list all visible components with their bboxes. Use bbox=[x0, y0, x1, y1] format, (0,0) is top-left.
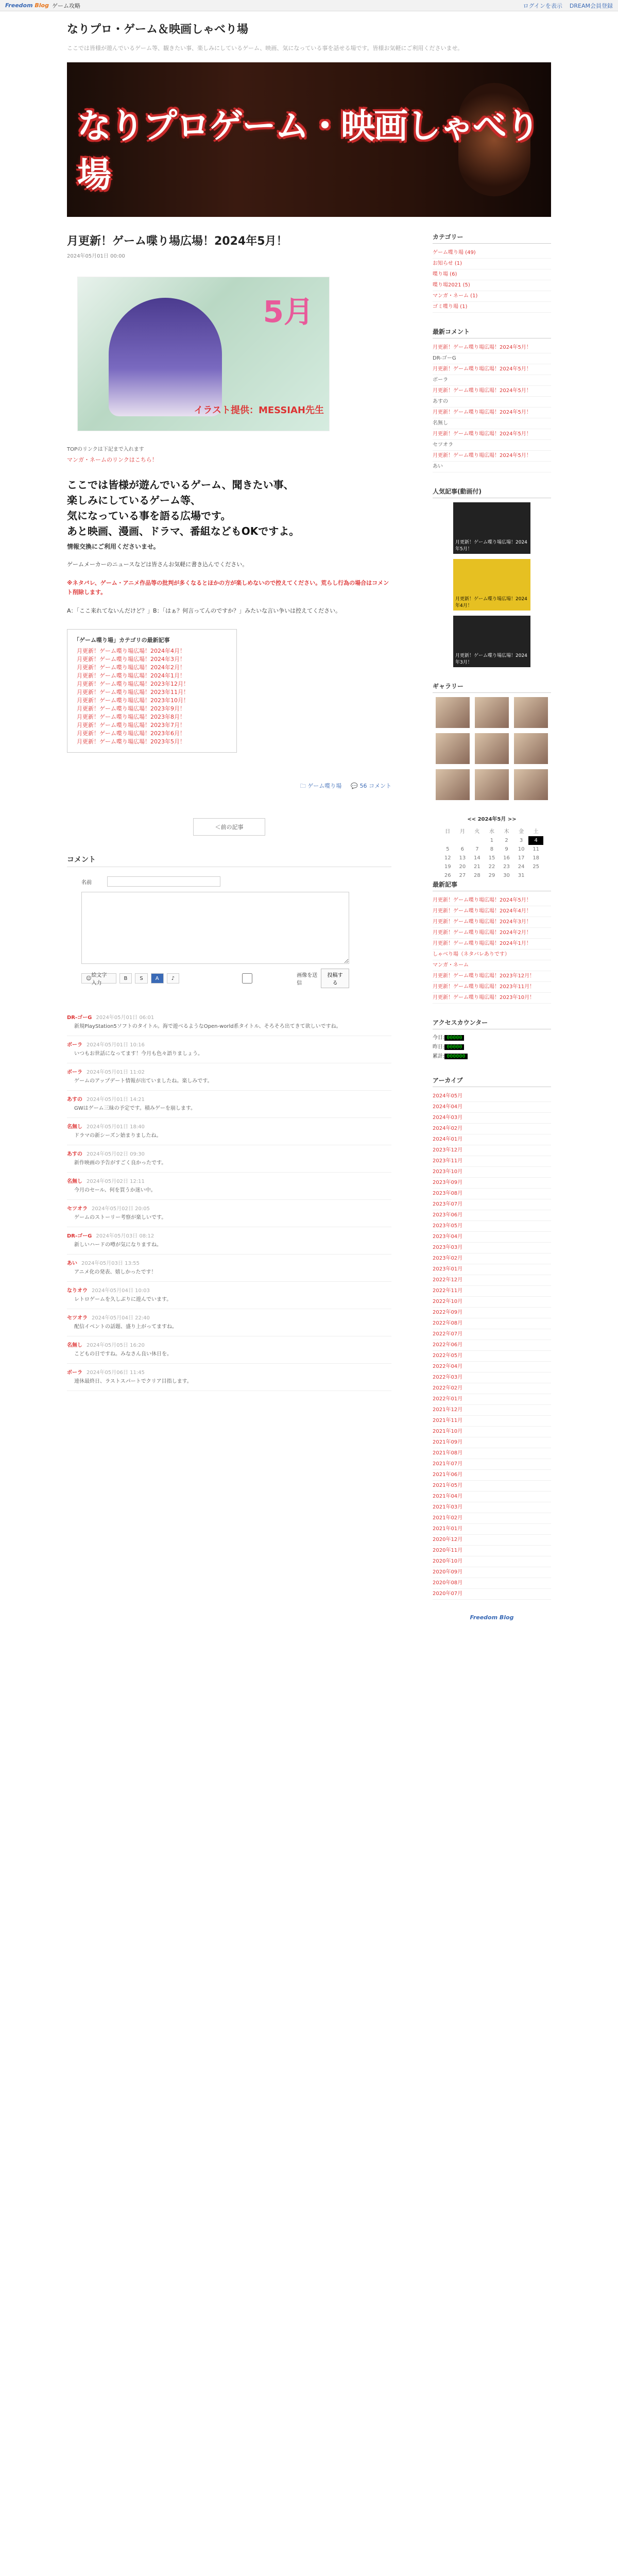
recent-comment-author[interactable]: ボーラ bbox=[433, 375, 551, 386]
comment-author[interactable]: 名無し bbox=[67, 1179, 82, 1184]
gallery-heading: ギャラリー bbox=[433, 682, 551, 693]
comment-body: ゲームのストーリー考察が楽しいです。 bbox=[74, 1215, 167, 1221]
comments-link-label: 56 コメント bbox=[359, 783, 391, 789]
comment-item bbox=[67, 1173, 391, 1200]
gallery-image[interactable] bbox=[436, 769, 470, 800]
recent-post-link[interactable]: 月更新！ゲーム喋り場広場！2024年5月！ bbox=[433, 895, 551, 906]
comment-item bbox=[67, 1200, 391, 1227]
archive-link[interactable]: 2024年02月 bbox=[433, 1124, 551, 1134]
calendar-day[interactable]: 23 bbox=[503, 864, 510, 870]
calendar-day[interactable]: 16 bbox=[503, 855, 510, 861]
comment-header bbox=[67, 1259, 391, 1266]
gallery-image[interactable] bbox=[514, 733, 548, 764]
post-date: 2024年05月01日 00:00 bbox=[67, 253, 125, 259]
manga-link[interactable]: マンガ・ネームのリンクはこちら！ bbox=[67, 456, 158, 463]
submit-comment-button[interactable]: 投稿する bbox=[321, 969, 349, 988]
comment-list bbox=[67, 1009, 391, 1391]
gallery-image[interactable] bbox=[475, 769, 509, 800]
lead-line: あと映画、漫画、ドラマ、番組などもOKですよ。 bbox=[67, 525, 300, 537]
top-bar bbox=[0, 0, 618, 11]
popular-heading: 人気記事(動画付) bbox=[433, 487, 551, 498]
access-counter-heading: アクセスカウンター bbox=[433, 1018, 551, 1029]
archive-link[interactable]: 2024年05月 bbox=[433, 1091, 551, 1102]
calendar-day[interactable]: 11 bbox=[533, 846, 540, 852]
comment-time: 2024年05月06日 11:45 bbox=[87, 1370, 145, 1376]
comment-item bbox=[67, 1309, 391, 1336]
comment-author[interactable]: セツオラ bbox=[67, 1206, 88, 1212]
header-banner[interactable] bbox=[67, 62, 551, 217]
comment-body: GWはゲーム三昧の予定です。積みゲーを崩します。 bbox=[74, 1106, 196, 1111]
counter-label: 昨日: bbox=[433, 1044, 445, 1050]
archive-link[interactable]: 2020年11月 bbox=[433, 1546, 551, 1556]
comment-body: 今月のセール、何を買うか迷い中。 bbox=[74, 1188, 156, 1193]
archive-link[interactable]: 2023年04月 bbox=[433, 1232, 551, 1243]
category-link[interactable]: ゴミ喋り場 (1) bbox=[433, 302, 551, 313]
archive-link[interactable]: 2023年12月 bbox=[433, 1145, 551, 1156]
comment-body: ドラマの新シーズン始まりましたね。 bbox=[74, 1133, 162, 1139]
archive-link[interactable]: 2022年07月 bbox=[433, 1329, 551, 1340]
category-latest-box bbox=[67, 629, 237, 753]
comment-section-title: コメント bbox=[67, 854, 391, 867]
calendar-day[interactable]: 25 bbox=[533, 864, 540, 870]
calendar-day[interactable]: 12 bbox=[444, 855, 451, 861]
recent-post-link[interactable]: 月更新！ゲーム喋り場広場！2024年4月！ bbox=[433, 906, 551, 917]
calendar-day[interactable]: 14 bbox=[474, 855, 480, 861]
recent-post-link[interactable]: 月更新！ゲーム喋り場広場！2023年10月！ bbox=[433, 993, 551, 1004]
counter-value: 00000 bbox=[444, 1044, 464, 1050]
category-latest-link[interactable]: 月更新！ゲーム喋り場広場！2024年4月！ bbox=[77, 648, 185, 654]
calendar-day[interactable]: 13 bbox=[459, 855, 466, 861]
comment-item bbox=[67, 1336, 391, 1364]
gallery-image[interactable] bbox=[475, 697, 509, 728]
category-link[interactable]: お知らせ (1) bbox=[433, 259, 551, 269]
calendar-weekday: 木 bbox=[504, 829, 509, 835]
archive-heading: アーカイブ bbox=[433, 1076, 551, 1087]
archive-link[interactable]: 2023年03月 bbox=[433, 1243, 551, 1253]
comment-item bbox=[67, 1282, 391, 1309]
comment-time: 2024年05月03日 13:55 bbox=[81, 1261, 140, 1266]
archive-link[interactable]: 2020年09月 bbox=[433, 1567, 551, 1578]
comment-author[interactable]: 名無し bbox=[67, 1343, 82, 1348]
comment-textarea[interactable] bbox=[81, 892, 349, 964]
comment-body: いつもお世話になってます！今月も色々語りましょう。 bbox=[74, 1051, 203, 1057]
site-title[interactable]: なりプロ・ゲーム＆映画しゃべり場 bbox=[67, 23, 249, 36]
gallery-image[interactable] bbox=[514, 769, 548, 800]
comment-author[interactable]: DR-ゴーG bbox=[67, 1233, 92, 1239]
post-lead-sub: 情報交換にご利用くださいませ。 bbox=[67, 543, 160, 550]
calendar-day[interactable]: 31 bbox=[518, 873, 525, 878]
comment-body: アニメ化の発表、嬉しかったです！ bbox=[74, 1269, 157, 1275]
site-link[interactable]: ゲーム攻略 bbox=[52, 2, 80, 9]
comment-body: 新しいハードの噂が気になりますね。 bbox=[74, 1242, 162, 1248]
smile-icon: ☺ bbox=[86, 975, 92, 981]
archive-link[interactable]: 2021年07月 bbox=[433, 1459, 551, 1470]
archive-link[interactable]: 2021年08月 bbox=[433, 1448, 551, 1459]
comment-header bbox=[67, 1067, 391, 1075]
calendar-weekday: 水 bbox=[489, 829, 494, 835]
archive-link[interactable]: 2022年05月 bbox=[433, 1351, 551, 1362]
recent-post-link[interactable]: 月更新！ゲーム喋り場広場！2024年2月！ bbox=[433, 928, 551, 939]
archive-link[interactable]: 2023年08月 bbox=[433, 1189, 551, 1199]
comment-time: 2024年05月05日 16:20 bbox=[87, 1343, 145, 1348]
archive-box bbox=[433, 1076, 551, 1600]
recent-comment-link[interactable]: 月更新！ゲーム喋り場広場！2024年5月！ bbox=[433, 408, 551, 418]
archive-link[interactable]: 2023年02月 bbox=[433, 1253, 551, 1264]
recent-posts-heading: 最新記事 bbox=[433, 880, 551, 891]
calendar-weekday: 火 bbox=[474, 829, 480, 835]
comment-time: 2024年05月04日 10:03 bbox=[92, 1288, 150, 1294]
recent-comment-link[interactable]: 月更新！ゲーム喋り場広場！2024年5月！ bbox=[433, 451, 551, 462]
name-input[interactable] bbox=[107, 876, 220, 887]
calendar-day[interactable]: 27 bbox=[459, 873, 466, 878]
archive-link[interactable]: 2020年08月 bbox=[433, 1578, 551, 1589]
comment-item bbox=[67, 1364, 391, 1391]
archive-link[interactable]: 2021年04月 bbox=[433, 1492, 551, 1502]
counter-label: 今日: bbox=[433, 1035, 445, 1041]
category-box bbox=[433, 232, 551, 313]
illustration-character bbox=[109, 298, 222, 416]
comment-time: 2024年05月04日 22:40 bbox=[92, 1315, 150, 1321]
comment-time: 2024年05月02日 20:05 bbox=[92, 1206, 150, 1212]
comment-time: 2024年05月02日 09:30 bbox=[87, 1151, 145, 1157]
bold-button[interactable]: B bbox=[119, 973, 132, 984]
archive-link[interactable]: 2022年02月 bbox=[433, 1383, 551, 1394]
calendar-day bbox=[440, 836, 455, 845]
post-title[interactable]: 月更新！ゲーム喋り場広場！2024年5月！ bbox=[67, 235, 288, 248]
archive-link[interactable]: 2021年03月 bbox=[433, 1502, 551, 1513]
archive-link[interactable]: 2024年03月 bbox=[433, 1113, 551, 1124]
folder-icon: 🗀 bbox=[300, 783, 308, 789]
comment-header bbox=[67, 1040, 391, 1048]
site-description: ここでは皆様が遊んでいるゲーム等、観きたい事、楽しみにしているゲーム、映画、気になっている事を話せる場です。皆様お気軽にご利用くださいませ。 bbox=[67, 45, 464, 52]
calendar-day bbox=[455, 836, 470, 845]
recent-comments-heading: 最新コメント bbox=[433, 327, 551, 338]
calendar-day[interactable]: 24 bbox=[518, 864, 525, 870]
calendar-day[interactable]: 20 bbox=[459, 864, 466, 870]
main-column bbox=[67, 232, 391, 1621]
archive-link[interactable]: 2023年11月 bbox=[433, 1156, 551, 1167]
category-latest-link[interactable]: 月更新！ゲーム喋り場広場！2023年5月！ bbox=[77, 738, 185, 745]
footer-logo[interactable]: Freedom Blog bbox=[470, 1614, 514, 1621]
category-link[interactable]: マンガ・ネーム (1) bbox=[433, 291, 551, 302]
calendar-day[interactable]: 3 bbox=[519, 838, 523, 843]
gallery-box bbox=[433, 682, 551, 800]
comment-item bbox=[67, 1227, 391, 1255]
calendar-day[interactable]: 5 bbox=[446, 846, 450, 852]
image-checkbox-label: 画像を送信 bbox=[297, 973, 318, 986]
post-footer bbox=[67, 782, 391, 791]
illustration-credit: イラスト提供：MESSIAH先生 bbox=[194, 405, 324, 416]
calendar-day[interactable]: 22 bbox=[488, 864, 495, 870]
lead-line: 楽しみにしているゲーム等、 bbox=[67, 494, 201, 506]
banner-title: なりプロゲーム・映画しゃべり場 bbox=[77, 106, 539, 195]
archive-link[interactable]: 2023年09月 bbox=[433, 1178, 551, 1189]
popular-post-thumb[interactable]: 月更新！ゲーム喋り場広場！2024年5月！ bbox=[453, 502, 530, 554]
gallery-image[interactable] bbox=[475, 733, 509, 764]
recent-post-link[interactable]: 月更新！ゲーム喋り場広場！2024年1月！ bbox=[433, 939, 551, 950]
calendar-day[interactable]: 18 bbox=[533, 855, 540, 861]
comment-item bbox=[67, 1009, 391, 1036]
archive-link[interactable]: 2021年01月 bbox=[433, 1524, 551, 1535]
recent-comment-author[interactable]: あい bbox=[433, 462, 551, 472]
calendar-day[interactable]: 2 bbox=[505, 838, 508, 843]
recent-comment-link[interactable]: 月更新！ゲーム喋り場広場！2024年5月！ bbox=[433, 429, 551, 440]
gallery-image[interactable] bbox=[436, 697, 470, 728]
strike-button[interactable]: S bbox=[135, 973, 147, 984]
recent-post-link[interactable]: マンガ・ネーム bbox=[433, 960, 551, 971]
logo-text-accent: Blog bbox=[35, 2, 49, 9]
category-latest-link[interactable]: 月更新！ゲーム喋り場広場！2023年10月！ bbox=[77, 697, 189, 704]
archive-link[interactable]: 2022年06月 bbox=[433, 1340, 551, 1351]
counter-row bbox=[433, 1043, 551, 1052]
comment-author[interactable]: あい bbox=[67, 1261, 77, 1266]
site-header bbox=[67, 21, 551, 53]
archive-link[interactable]: 2021年02月 bbox=[433, 1513, 551, 1524]
archive-link[interactable]: 2020年07月 bbox=[433, 1589, 551, 1600]
comment-item bbox=[67, 1118, 391, 1145]
logo-text: Freedom bbox=[5, 2, 33, 9]
popular-post-thumb[interactable]: 月更新！ゲーム喋り場広場！2024年4月！ bbox=[453, 559, 530, 611]
calendar-day[interactable]: 10 bbox=[518, 846, 525, 852]
archive-link[interactable]: 2021年12月 bbox=[433, 1405, 551, 1416]
comment-author[interactable]: 名無し bbox=[67, 1124, 82, 1130]
comment-author[interactable]: あすの bbox=[67, 1151, 82, 1157]
calendar-day bbox=[470, 836, 485, 845]
lead-line: ここでは皆様が遊んでいるゲーム、聞きたい事、 bbox=[67, 479, 294, 491]
calendar-weekday: 土 bbox=[533, 829, 539, 835]
archive-link[interactable]: 2023年07月 bbox=[433, 1199, 551, 1210]
comment-time: 2024年05月01日 06:01 bbox=[96, 1015, 154, 1021]
post-eyecatch-image bbox=[77, 277, 330, 431]
archive-link[interactable]: 2023年06月 bbox=[433, 1210, 551, 1221]
calendar-day[interactable]: 30 bbox=[503, 873, 510, 878]
comment-item bbox=[67, 1091, 391, 1118]
category-latest-link[interactable]: 月更新！ゲーム喋り場広場！2024年1月！ bbox=[77, 672, 185, 679]
category-latest-link[interactable]: 月更新！ゲーム喋り場広場！2023年11月！ bbox=[77, 689, 189, 696]
category-link[interactable]: ゲーム喋り場 (49) bbox=[433, 248, 551, 259]
recent-post-link[interactable]: 月更新！ゲーム喋り場広場！2023年12月！ bbox=[433, 971, 551, 982]
comment-header bbox=[67, 1095, 391, 1103]
recent-comment-link[interactable]: 月更新！ゲーム喋り場広場！2024年5月！ bbox=[433, 386, 551, 397]
archive-link[interactable]: 2022年03月 bbox=[433, 1372, 551, 1383]
popular-posts-box bbox=[433, 487, 551, 667]
comment-header bbox=[67, 1231, 391, 1239]
recent-comment-author[interactable]: 名無し bbox=[433, 418, 551, 429]
color-button[interactable]: A bbox=[151, 973, 164, 984]
calendar-day[interactable]: 21 bbox=[474, 864, 480, 870]
register-link[interactable]: DREAM会員登録 bbox=[569, 2, 613, 9]
login-link[interactable]: ログインを表示 bbox=[523, 2, 562, 9]
access-counter-box bbox=[433, 1018, 551, 1061]
lead-line: 気になっている事を語る広場です。 bbox=[67, 510, 231, 522]
archive-link[interactable]: 2023年05月 bbox=[433, 1221, 551, 1232]
archive-link[interactable]: 2022年08月 bbox=[433, 1318, 551, 1329]
counter-row bbox=[433, 1052, 551, 1061]
emoji-input-button[interactable] bbox=[81, 973, 116, 984]
comment-icon: 💬 bbox=[351, 783, 360, 789]
comment-body: レトロゲームを久しぶりに遊んでいます。 bbox=[74, 1297, 172, 1302]
archive-link[interactable]: 2022年12月 bbox=[433, 1275, 551, 1286]
archive-link[interactable]: 2021年10月 bbox=[433, 1427, 551, 1437]
comment-header bbox=[67, 1341, 391, 1348]
comment-item bbox=[67, 1036, 391, 1063]
calendar-day[interactable]: 15 bbox=[488, 855, 495, 861]
archive-link[interactable]: 2023年01月 bbox=[433, 1264, 551, 1275]
category-latest-link[interactable]: 月更新！ゲーム喋り場広場！2023年8月！ bbox=[77, 714, 185, 720]
recent-comment-author[interactable]: セツオラ bbox=[433, 440, 551, 451]
calendar-day[interactable]: 26 bbox=[444, 873, 451, 878]
comment-toolbar bbox=[81, 969, 349, 988]
category-link[interactable]: 喋り場 (6) bbox=[433, 269, 551, 280]
archive-link[interactable]: 2022年04月 bbox=[433, 1362, 551, 1372]
calendar-weekday: 月 bbox=[459, 829, 465, 835]
category-latest-heading: 「ゲーム喋り場」カテゴリの最新記事 bbox=[74, 637, 170, 643]
sidebar bbox=[433, 232, 551, 1621]
archive-link[interactable]: 2020年12月 bbox=[433, 1535, 551, 1546]
emoji-input-label: 絵文字入力 bbox=[91, 973, 107, 986]
name-label: 名前 bbox=[81, 879, 92, 886]
calendar bbox=[440, 815, 543, 880]
category-latest-link[interactable]: 月更新！ゲーム喋り場広場！2024年3月！ bbox=[77, 656, 185, 663]
category-heading: カテゴリー bbox=[433, 232, 551, 244]
recent-post-link[interactable]: しゃべり場（ネタバレありです） bbox=[433, 950, 551, 960]
prev-post-button[interactable]: ＜前の記事 bbox=[193, 818, 265, 836]
calendar-day[interactable]: 19 bbox=[444, 864, 451, 870]
archive-link[interactable]: 2020年10月 bbox=[433, 1556, 551, 1567]
comment-header bbox=[67, 1204, 391, 1212]
archive-link[interactable]: 2021年11月 bbox=[433, 1416, 551, 1427]
comment-body: ゲームのアップデート情報が出ていましたね。楽しみです。 bbox=[74, 1078, 213, 1084]
counter-label: 累計: bbox=[433, 1054, 445, 1059]
post-note: TOPのリンクは下記まで入れます bbox=[67, 447, 144, 452]
emoji-button[interactable]: ♪ bbox=[167, 973, 179, 984]
month-label: 5月 bbox=[263, 294, 314, 329]
comment-time: 2024年05月03日 08:12 bbox=[96, 1233, 154, 1239]
post-lead bbox=[67, 477, 391, 539]
recent-post-link[interactable]: 月更新！ゲーム喋り場広場！2024年3月！ bbox=[433, 917, 551, 928]
category-link[interactable]: 喋り場2021 (5) bbox=[433, 280, 551, 291]
comment-author[interactable]: なりオウ bbox=[67, 1288, 88, 1294]
counter-row bbox=[433, 1033, 551, 1043]
calendar-day[interactable]: 1 bbox=[490, 838, 494, 843]
comment-header bbox=[67, 1286, 391, 1294]
calendar-day[interactable]: 9 bbox=[505, 846, 508, 852]
archive-link[interactable]: 2022年10月 bbox=[433, 1297, 551, 1308]
post-warning: ※ネタバレ、ゲーム・アニメ作品等の批判が多くなるとほかの方が楽しめないので控えてください。荒らし行為の場合はコメント削除します。 bbox=[67, 580, 389, 596]
comment-header bbox=[67, 1313, 391, 1321]
archive-link[interactable]: 2021年09月 bbox=[433, 1437, 551, 1448]
archive-link[interactable]: 2022年11月 bbox=[433, 1286, 551, 1297]
comment-time: 2024年05月01日 18:40 bbox=[87, 1124, 145, 1130]
comment-time: 2024年05月01日 10:16 bbox=[87, 1042, 145, 1048]
recent-comment-author[interactable]: DR-ゴーG bbox=[433, 353, 551, 364]
category-latest-link[interactable]: 月更新！ゲーム喋り場広場！2023年12月！ bbox=[77, 681, 189, 687]
comment-header bbox=[67, 1368, 391, 1376]
comment-time: 2024年05月02日 12:11 bbox=[87, 1179, 145, 1184]
calendar-day[interactable]: 8 bbox=[490, 846, 494, 852]
calendar-day[interactable]: 17 bbox=[518, 855, 525, 861]
recent-posts-box bbox=[433, 880, 551, 1004]
comment-header bbox=[67, 1177, 391, 1184]
calendar-day[interactable]: 6 bbox=[460, 846, 465, 852]
category-latest-link[interactable]: 月更新！ゲーム喋り場広場！2024年2月！ bbox=[77, 664, 185, 671]
calendar-day[interactable]: 4 bbox=[528, 836, 543, 845]
post-paragraph: A：「ここ来れてないんだけど？」B：「はぁ？何言ってんのですか？」みたいな言い争いは控えてください。 bbox=[67, 607, 341, 614]
comment-item bbox=[67, 1063, 391, 1091]
calendar-day[interactable]: 7 bbox=[475, 846, 479, 852]
category-latest-link[interactable]: 月更新！ゲーム喋り場広場！2023年9月！ bbox=[77, 705, 185, 712]
calendar-title[interactable]: << 2024年5月 >> bbox=[467, 817, 517, 822]
freedom-blog-logo[interactable] bbox=[5, 2, 49, 9]
calendar-day[interactable]: 28 bbox=[474, 873, 480, 878]
recent-post-link[interactable]: 月更新！ゲーム喋り場広場！2023年11月！ bbox=[433, 982, 551, 993]
counter-value: 00000 bbox=[444, 1035, 464, 1041]
archive-link[interactable]: 2024年01月 bbox=[433, 1134, 551, 1145]
comment-body: こどもの日ですね。みなさん良い休日を。 bbox=[74, 1351, 172, 1357]
comment-item bbox=[67, 1145, 391, 1173]
popular-post-thumb[interactable]: 月更新！ゲーム喋り場広場！2024年3月！ bbox=[453, 616, 530, 667]
comment-author[interactable]: DR-ゴーG bbox=[67, 1015, 92, 1021]
calendar-weekday: 日 bbox=[445, 829, 451, 835]
recent-comments-box bbox=[433, 327, 551, 472]
archive-link[interactable]: 2022年01月 bbox=[433, 1394, 551, 1405]
calendar-table bbox=[440, 825, 543, 880]
post-paragraph: ゲームメーカーのニュースなどは皆さんお気軽に書き込んでください。 bbox=[67, 561, 248, 568]
comment-author[interactable]: ボーラ bbox=[67, 1042, 82, 1048]
calendar-day bbox=[528, 871, 543, 880]
comment-header bbox=[67, 1013, 391, 1021]
gallery-image[interactable] bbox=[436, 733, 470, 764]
comment-item bbox=[67, 1255, 391, 1282]
recent-comment-link[interactable]: 月更新！ゲーム喋り場広場！2024年5月！ bbox=[433, 364, 551, 375]
archive-link[interactable]: 2021年06月 bbox=[433, 1470, 551, 1481]
comment-time: 2024年05月01日 14:21 bbox=[87, 1097, 145, 1103]
recent-comment-link[interactable]: 月更新！ゲーム喋り場広場！2024年5月！ bbox=[433, 343, 551, 353]
comment-form bbox=[81, 876, 349, 988]
calendar-weekday: 金 bbox=[519, 829, 524, 835]
calendar-day[interactable]: 29 bbox=[488, 873, 495, 878]
archive-link[interactable]: 2021年05月 bbox=[433, 1481, 551, 1492]
category-latest-link[interactable]: 月更新！ゲーム喋り場広場！2023年7月！ bbox=[77, 722, 185, 728]
comment-body: 新作映画の予告がすごく良かったです。 bbox=[74, 1160, 167, 1166]
comment-header bbox=[67, 1149, 391, 1157]
comment-body: 配信イベントの話題、盛り上がってますね。 bbox=[74, 1324, 177, 1330]
comment-author[interactable]: セツオラ bbox=[67, 1315, 88, 1321]
comment-time: 2024年05月01日 11:02 bbox=[87, 1070, 145, 1075]
category-link[interactable] bbox=[300, 782, 342, 791]
category-latest-link[interactable]: 月更新！ゲーム喋り場広場！2023年6月！ bbox=[77, 730, 185, 737]
recent-comment-author[interactable]: あすの bbox=[433, 397, 551, 408]
archive-link[interactable]: 2022年09月 bbox=[433, 1308, 551, 1318]
gallery-image[interactable] bbox=[514, 697, 548, 728]
comment-author[interactable]: ボーラ bbox=[67, 1370, 82, 1376]
comments-link[interactable] bbox=[351, 782, 391, 791]
comment-body: 連休最終日、ラストスパートでクリア目指します。 bbox=[74, 1379, 192, 1384]
image-checkbox[interactable] bbox=[201, 973, 294, 984]
counter-value: 000000 bbox=[444, 1054, 467, 1059]
category-link-label: ゲーム喋り場 bbox=[307, 783, 342, 789]
archive-link[interactable]: 2024年04月 bbox=[433, 1102, 551, 1113]
archive-link[interactable]: 2023年10月 bbox=[433, 1167, 551, 1178]
comment-author[interactable]: ボーラ bbox=[67, 1070, 82, 1075]
comment-body: 新規PlayStation5ソフトのタイトル。海で遊べるようなOpen-world系タイトル、そろそろ出てきて欲しいですね。 bbox=[74, 1024, 341, 1029]
comment-author[interactable]: あすの bbox=[67, 1097, 82, 1103]
comment-header bbox=[67, 1122, 391, 1130]
